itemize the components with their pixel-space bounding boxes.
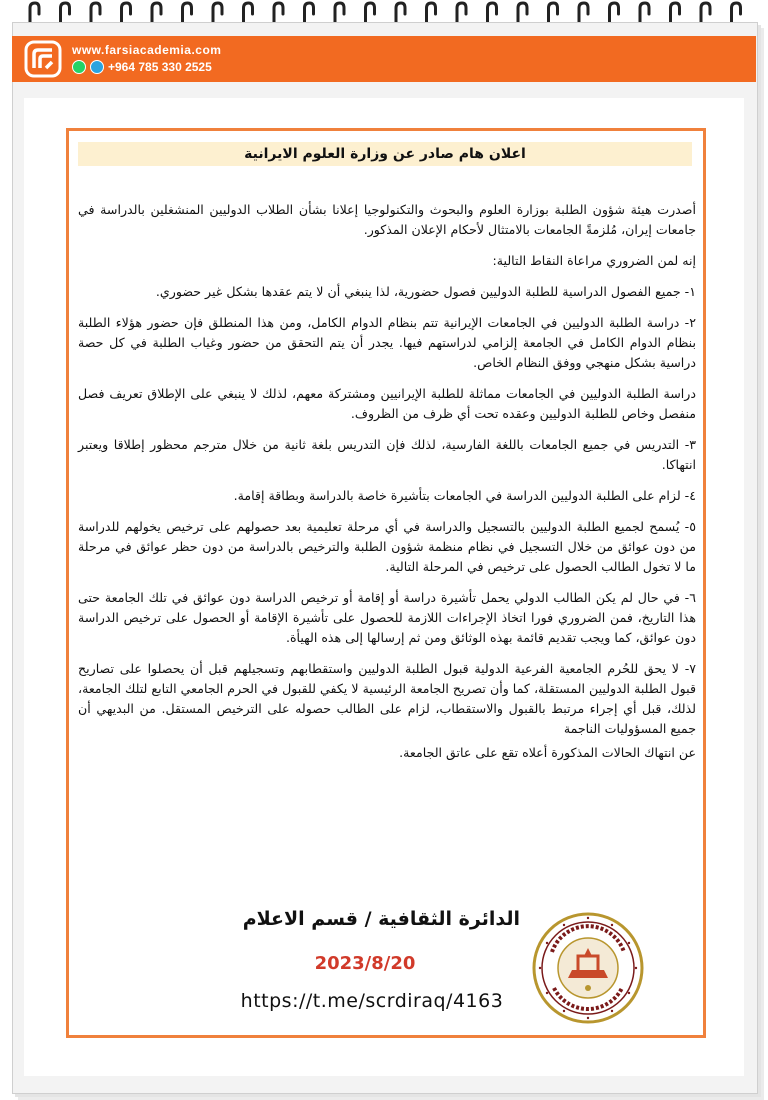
document-body [78,200,696,774]
paragraph: ٥- يُسمح لجميع الطلبة الدوليين بالتسجيل والدراسة في أي مرحلة تعليمية بعد حصولهم على ترخيص يخولهم للدراسة من دون عوائق من خلال التسجيل في نظام منظمة شؤون الطلبة والترخيص بالدراسة من دون حظر عوائق في مرحلة ما لا تخول الطالب الحصول على ترخيص في المرحلة التالية. [78,519,696,574]
contact-phone-row [72,60,212,74]
paragraph: ٦- في حال لم يكن الطالب الدولي يحمل تأشيرة دراسة أو إقامة أو ترخيص الدراسة دون عوائق في تلك الجامعة حتى هذا التاريخ، فمن الضروري فورا اتخاذ الإجراءات اللازمة للحصول على تأشيرة الإقامة أو الحصول على ترخيص الدراسة دون عوائق، كما ويجب تقديم قائمة بهذه الوثائق ومن ثم إرسالها إلى هذه الهيأة. [78,590,696,645]
telegram-link[interactable]: https://t.me/scrdiraq/4163 [240,990,504,1012]
paragraph: ٤- لزام على الطلبة الدوليين الدراسة في الجامعات بتأشيرة خاصة بالدراسة وبطاقة إقامة. [233,488,696,503]
paragraph: ٧- لا يحق للحُرم الجامعية الفرعية الدولية قبول الطلبة الدوليين واستقطابهم وتسجيلهم قبل أن يحصلوا على تصاريح قبول الطلبة الدوليين المستقلة، كما وأن تصريح الجامعة الرئيسية لا يكفي للقبول في الحرم الجامعي التابع لتلك الجامعة، لذلك، قبل أي إجراء مرتبط بالقبول والاستقطاب، لزام على الطالب حصوله على الترخيص المستقل. من البديهي أن جميع المسؤوليات الناجمة [78,661,696,736]
telegram-icon[interactable] [90,60,104,74]
paragraph: دراسة الطلبة الدوليين في الجامعات مماثلة للطلبة الإيرانيين ومشتركة معهم، لذلك لا ينبغي على الإطلاق تعريف فصل منفصل وخاص للطلبة الدوليين وعقده تحت أي ظرف من الظروف. [78,386,696,421]
department-signature: الدائرة الثقافية / قسم الاعلام [242,908,520,930]
signature-date: 2023/8/20 [314,953,416,974]
paragraph: ٣- التدريس في جميع الجامعات باللغة الفارسية، لذلك فإن التدريس بلغة ثانية من خلال مترجم محظور إطلاقا ويعتبر انتهاكا. [78,437,696,472]
paragraph: إنه لمن الضروري مراعاة النقاط التالية: [492,253,696,268]
website-url[interactable]: www.farsiacademia.com [72,43,222,57]
paragraph: عن انتهاك الحالات المذكورة أعلاه تقع على عاتق الجامعة. [399,745,696,760]
ministry-of-higher-education-seal-icon [532,912,644,1024]
paragraph: ١- جميع الفصول الدراسية للطلبة الدوليين فصول حضورية، لذا ينبغي أن لا يتم عقدها بشكل غير حضوري. [155,284,696,299]
paragraph: ٢- دراسة الطلبة الدوليين في الجامعات الإيرانية تتم بنظام الدوام الكامل، ومن هذا المنطلق فإن حضور هؤلاء الطلبة بنظام الدوام الكامل في الجامعة إلزامي لدراستهم فيها. يجدر أن يتم التحقق من حضور وغياب الطلبة في كل حصة دراسية بشكل منهجي ووفق النظام الخاص. [78,315,696,370]
phone-number[interactable]: +964 785 330 2525 [108,60,212,74]
whatsapp-icon[interactable] [72,60,86,74]
farsi-academia-logo-icon[interactable] [24,40,62,78]
document-title: اعلان هام صادر عن وزارة العلوم الايرانية [78,142,692,166]
paragraph: أصدرت هيئة شؤون الطلبة بوزارة العلوم والبحوث والتكنولوجيا إعلانا بشأن الطلاب الدوليين المنشغلين بالدراسة في جامعات إيران، مُلزمةً الجامعات بالامتثال لأحكام الإعلان المذكور. [78,202,696,237]
